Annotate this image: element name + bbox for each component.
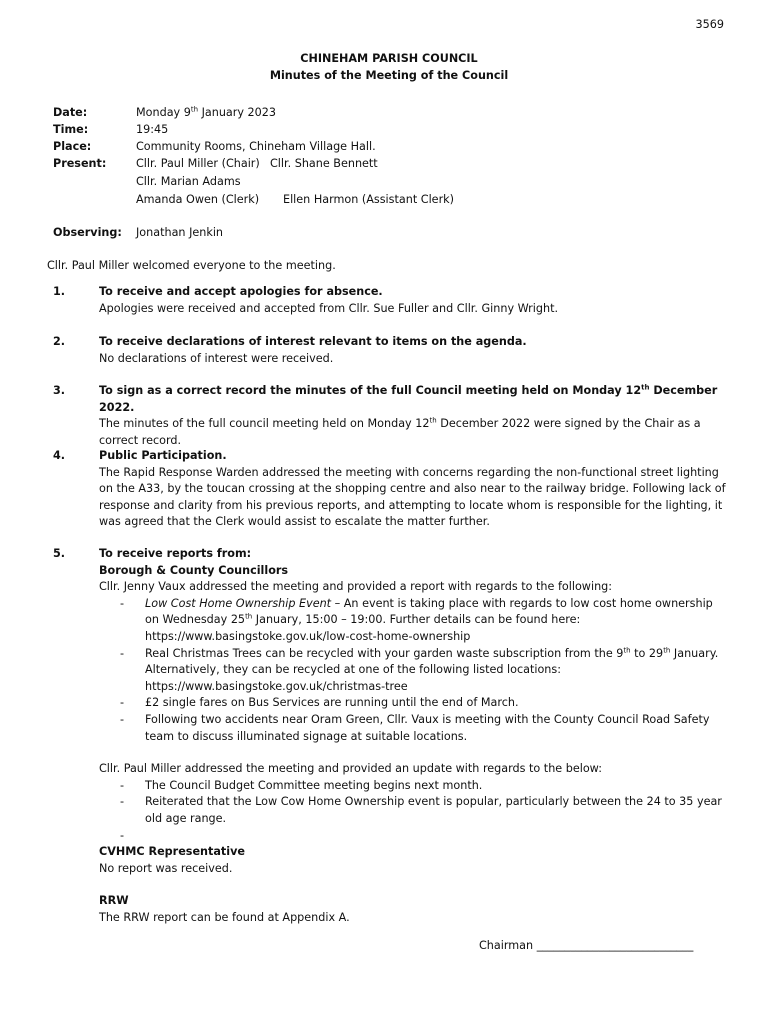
- document-subtitle: Minutes of the Meeting of the Council: [269, 69, 509, 82]
- list-item: - Low Cost Home Ownership Event – An event is taking place with regards to low cost home ownership on Wednesday 25th January, 15:00 – 19:00. Further details can be found here: https://www.basingstoke.gov.uk/low-cost-home-ownership: [145, 596, 729, 646]
- list-item: - The Council Budget Committee meeting begins next month.: [145, 778, 729, 795]
- item-4-number: 4.: [53, 449, 66, 462]
- item-5-number: 5.: [53, 547, 66, 560]
- date-label: Date:: [53, 106, 88, 119]
- item-3-text: The minutes of the full council meeting held on Monday 12th December 2022 were signed by the Chair as a correct record.: [99, 416, 701, 447]
- item-2: [99, 334, 729, 367]
- rrw-heading: RRW: [99, 894, 129, 908]
- item-1-text: Apologies were received and accepted from Cllr. Sue Fuller and Cllr. Ginny Wright.: [99, 301, 559, 315]
- list-item: - Real Christmas Trees can be recycled with your garden waste subscription from the 9th to 29th January. Alternatively, they can be recycled at one of the following listed locations: https://www.basingstoke.gov.uk/christmas-tree: [145, 646, 729, 696]
- vaux-intro: Cllr. Jenny Vaux addressed the meeting and provided a report with regards to the following:: [99, 580, 613, 594]
- borough-county-heading: Borough & County Councillors: [99, 563, 289, 577]
- place-label: Place:: [53, 140, 92, 153]
- item-1: [99, 284, 729, 317]
- chairman-label: Chairman: [479, 939, 534, 952]
- item-2-number: 2.: [53, 335, 66, 348]
- low-cost-home-link: https://www.basingstoke.gov.uk/low-cost-home-ownership: [145, 629, 471, 643]
- item-1-heading: To receive and accept apologies for absence.: [99, 285, 383, 298]
- chairman-signature: [479, 938, 693, 955]
- present-adams: Cllr. Marian Adams: [136, 175, 241, 188]
- christmas-tree-link: https://www.basingstoke.gov.uk/christmas-tree: [145, 679, 408, 693]
- observing-label: Observing:: [53, 226, 122, 239]
- miller-report-list: [99, 778, 729, 844]
- document-title: CHINEHAM PARISH COUNCIL: [300, 52, 478, 65]
- place-value: Community Rooms, Chineham Village Hall.: [136, 140, 376, 153]
- miller-intro: Cllr. Paul Miller addressed the meeting and provided an update with regards to the below:: [99, 762, 602, 776]
- observing-value: Jonathan Jenkin: [136, 226, 224, 239]
- item-3-number: 3.: [53, 384, 66, 397]
- present-assistant-clerk: Ellen Harmon (Assistant Clerk): [283, 193, 455, 206]
- item-3-heading: To sign as a correct record the minutes of the full Council meeting held on Monday 12th December 2022.: [99, 383, 718, 414]
- item-3: [99, 383, 739, 449]
- item-2-text: No declarations of interest were received.: [99, 351, 334, 365]
- cvhmc-text: No report was received.: [99, 861, 233, 875]
- list-item: - Following two accidents near Oram Green, Cllr. Vaux is meeting with the County Council Road Safety team to discuss illuminated signage at suitable locations.: [145, 712, 729, 745]
- list-item-empty: [145, 828, 729, 845]
- signature-line: ____________________________: [536, 939, 694, 952]
- list-item: - £2 single fares on Bus Services are running until the end of March.: [145, 695, 729, 712]
- item-1-number: 1.: [53, 285, 66, 298]
- time-value: 19:45: [136, 123, 169, 136]
- item-4: [99, 448, 729, 531]
- item-5-heading: To receive reports from:: [99, 547, 252, 560]
- rrw-text: The RRW report can be found at Appendix A.: [99, 910, 350, 924]
- page-number: 3569: [695, 18, 724, 31]
- cvhmc-heading: CVHMC Representative: [99, 845, 245, 859]
- item-2-heading: To receive declarations of interest relevant to items on the agenda.: [99, 335, 527, 348]
- present-bennett: Cllr. Shane Bennett: [270, 157, 378, 170]
- list-item: - Reiterated that the Low Cow Home Ownership event is popular, particularly between the 24 to 35 year old age range.: [145, 794, 729, 827]
- date-value: Monday 9th January 2023: [136, 105, 277, 119]
- time-label: Time:: [53, 123, 89, 136]
- welcome-text: Cllr. Paul Miller welcomed everyone to the meeting.: [47, 259, 336, 272]
- present-clerk: Amanda Owen (Clerk): [136, 193, 260, 206]
- item-4-heading: Public Participation.: [99, 449, 227, 462]
- vaux-report-list: [99, 596, 729, 745]
- present-label: Present:: [53, 157, 107, 170]
- item-5: [99, 546, 729, 926]
- item-4-text: The Rapid Response Warden addressed the meeting with concerns regarding the non-functional street lighting on the A33, by the toucan crossing at the shopping centre and also near to the railway bridge. Following lack of response and clarity from his previous reports, and attempting to locate whom is responsible for the lighting, it was agreed that the Clerk would assist to escalate the matter further.: [99, 465, 726, 529]
- present-chair: Cllr. Paul Miller (Chair): [136, 157, 260, 170]
